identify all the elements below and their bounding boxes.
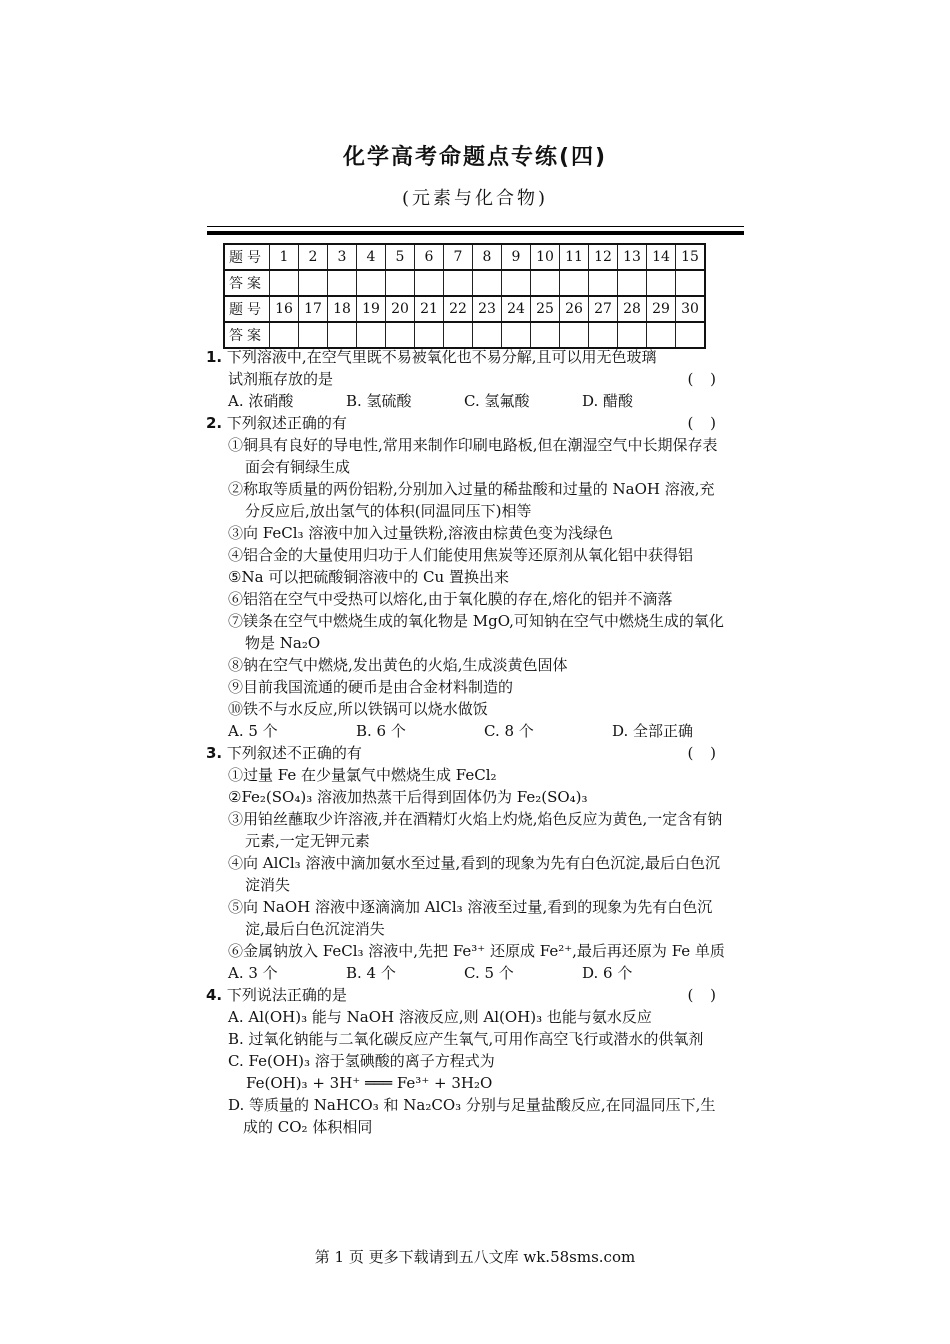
- option-a[interactable]: A. 3 个: [228, 964, 278, 982]
- grid-row-answers-1: [224, 270, 705, 296]
- question-1-stem-cont: [206, 368, 726, 390]
- option-b[interactable]: B. 过氧化钠能与二氧化碳反应产生氧气,可用作高空飞行或潜水的供氧剂: [228, 1030, 704, 1048]
- page-subtitle: (元素与化合物): [401, 188, 549, 209]
- question-text: 下列叙述正确的有: [226, 414, 347, 432]
- page-footer: 第 1 页 更多下载请到五八文库 wk.58sms.com: [314, 1248, 636, 1266]
- grid-cell: 23: [473, 296, 502, 322]
- answer-cell[interactable]: [444, 270, 473, 296]
- statement-item: ⑦镁条在空气中燃烧生成的氧化物是 MgO,可知钠在空气中燃烧生成的氧化物是 Na₂O: [228, 612, 724, 652]
- answer-grid: [223, 243, 706, 349]
- option-d[interactable]: D. 6 个: [582, 964, 633, 982]
- statement-item: ①过量 Fe 在少量氯气中燃烧生成 FeCl₂: [228, 766, 497, 784]
- answer-cell[interactable]: [386, 270, 415, 296]
- option-b[interactable]: B. 6 个: [356, 722, 406, 740]
- option-c[interactable]: C. 氢氟酸: [464, 392, 530, 410]
- option-c[interactable]: C. 5 个: [464, 964, 514, 982]
- answer-cell[interactable]: [473, 322, 502, 348]
- divider: [207, 226, 744, 227]
- grid-cell: 26: [560, 296, 589, 322]
- answer-cell[interactable]: [270, 322, 299, 348]
- statement-item: ⑥铝箔在空气中受热可以熔化,由于氧化膜的存在,熔化的铝并不滴落: [228, 590, 673, 608]
- answer-cell[interactable]: [676, 322, 706, 348]
- grid-row-label: 题号: [224, 244, 270, 270]
- answer-cell[interactable]: [589, 322, 618, 348]
- answer-cell[interactable]: [357, 322, 386, 348]
- question-number: 3.: [206, 744, 223, 762]
- statement-item: ⑥金属钠放入 FeCl₃ 溶液中,先把 Fe³⁺ 还原成 Fe²⁺,最后再还原为 Fe 单质: [228, 942, 725, 960]
- answer-bracket: ( ): [687, 986, 722, 1004]
- grid-cell: 22: [444, 296, 473, 322]
- grid-row-label: 答案: [224, 270, 270, 296]
- grid-cell: 29: [647, 296, 676, 322]
- answer-bracket: ( ): [687, 414, 722, 432]
- option-b[interactable]: B. 4 个: [346, 964, 396, 982]
- answer-cell[interactable]: [589, 270, 618, 296]
- statement-item: ①铜具有良好的导电性,常用来制作印刷电路板,但在潮湿空气中长期保存表面会有铜绿生成: [228, 436, 718, 476]
- option-d[interactable]: D. 醋酸: [582, 392, 634, 410]
- grid-row-label: 答案: [224, 322, 270, 348]
- grid-cell: 30: [676, 296, 706, 322]
- grid-cell: 3: [328, 244, 357, 270]
- grid-cell: 7: [444, 244, 473, 270]
- question-list: [206, 346, 726, 1138]
- statement-item: ②Fe₂(SO₄)₃ 溶液加热蒸干后得到固体仍为 Fe₂(SO₄)₃: [228, 788, 588, 806]
- grid-row-numbers-2: [224, 296, 705, 322]
- grid-cell: 1: [270, 244, 299, 270]
- question-number: 4.: [206, 986, 223, 1004]
- option-a[interactable]: A. 5 个: [228, 722, 278, 740]
- statement-item: ④向 AlCl₃ 溶液中滴加氨水至过量,看到的现象为先有白色沉淀,最后白色沉淀消失: [228, 854, 720, 894]
- answer-cell[interactable]: [647, 270, 676, 296]
- answer-cell[interactable]: [444, 322, 473, 348]
- question-text: 下列溶液中,在空气里既不易被氧化也不易分解,且可以用无色玻璃: [226, 348, 657, 366]
- option-a[interactable]: A. 浓硝酸: [228, 392, 294, 410]
- option-d[interactable]: D. 等质量的 NaHCO₃ 和 Na₂CO₃ 分别与足量盐酸反应,在同温同压下,生成的 CO₂ 体积相同: [228, 1096, 716, 1136]
- grid-row-numbers-1: [224, 244, 705, 270]
- grid-cell: 6: [415, 244, 444, 270]
- grid-cell: 13: [618, 244, 647, 270]
- answer-cell[interactable]: [299, 322, 328, 348]
- grid-cell: 5: [386, 244, 415, 270]
- answer-cell[interactable]: [618, 322, 647, 348]
- answer-cell[interactable]: [473, 270, 502, 296]
- grid-cell: 15: [676, 244, 706, 270]
- grid-cell: 19: [357, 296, 386, 322]
- question-number: 1.: [206, 348, 223, 366]
- answer-cell[interactable]: [357, 270, 386, 296]
- page-title: 化学高考命题点专练(四): [342, 145, 608, 170]
- answer-cell[interactable]: [328, 270, 357, 296]
- grid-cell: 18: [328, 296, 357, 322]
- question-3-options: [206, 962, 726, 984]
- grid-cell: 17: [299, 296, 328, 322]
- grid-cell: 25: [531, 296, 560, 322]
- answer-cell[interactable]: [415, 322, 444, 348]
- answer-cell[interactable]: [560, 270, 589, 296]
- answer-cell[interactable]: [299, 270, 328, 296]
- answer-cell[interactable]: [415, 270, 444, 296]
- grid-cell: 16: [270, 296, 299, 322]
- question-1-stem: [206, 346, 726, 368]
- statement-item: ⑧钠在空气中燃烧,发出黄色的火焰,生成淡黄色固体: [228, 656, 568, 674]
- question-2-options: [206, 720, 726, 742]
- option-c[interactable]: C. Fe(OH)₃ 溶于氢碘酸的离子方程式为: [228, 1052, 495, 1070]
- question-3-stem: [206, 742, 726, 764]
- question-2-stem: [206, 412, 726, 434]
- answer-cell[interactable]: [560, 322, 589, 348]
- grid-row-label: 题号: [224, 296, 270, 322]
- answer-cell[interactable]: [386, 322, 415, 348]
- option-c[interactable]: C. 8 个: [484, 722, 534, 740]
- statement-item: ⑨目前我国流通的硬币是由合金材料制造的: [228, 678, 514, 696]
- statement-item: ⑩铁不与水反应,所以铁锅可以烧水做饭: [228, 700, 488, 718]
- answer-cell[interactable]: [502, 270, 531, 296]
- answer-cell[interactable]: [270, 270, 299, 296]
- grid-cell: 9: [502, 244, 531, 270]
- statement-item: ⑤向 NaOH 溶液中逐滴滴加 AlCl₃ 溶液至过量,看到的现象为先有白色沉淀,最后白色沉淀消失: [228, 898, 713, 938]
- answer-cell[interactable]: [328, 322, 357, 348]
- statement-item: ②称取等质量的两份铝粉,分别加入过量的稀盐酸和过量的 NaOH 溶液,充分反应后,放出氢气的体积(同温同压下)相等: [228, 480, 715, 520]
- statement-item: ③向 FeCl₃ 溶液中加入过量铁粉,溶液由棕黄色变为浅绿色: [228, 524, 614, 542]
- answer-cell[interactable]: [531, 322, 560, 348]
- answer-cell[interactable]: [502, 322, 531, 348]
- question-text: 下列叙述不正确的有: [226, 744, 362, 762]
- question-text: 试剂瓶存放的是: [228, 370, 334, 388]
- question-1-options: [206, 390, 726, 412]
- grid-cell: 27: [589, 296, 618, 322]
- question-text: 下列说法正确的是: [226, 986, 347, 1004]
- answer-bracket: ( ): [687, 370, 722, 388]
- option-d[interactable]: D. 全部正确: [612, 722, 694, 740]
- grid-cell: 14: [647, 244, 676, 270]
- grid-cell: 11: [560, 244, 589, 270]
- grid-cell: 28: [618, 296, 647, 322]
- answer-cell[interactable]: [676, 270, 706, 296]
- answer-cell[interactable]: [531, 270, 560, 296]
- statement-item: ③用铂丝蘸取少许溶液,并在酒精灯火焰上灼烧,焰色反应为黄色,一定含有钠元素,一定无钾元素: [228, 810, 723, 850]
- answer-cell[interactable]: [618, 270, 647, 296]
- grid-row-answers-2: [224, 322, 705, 348]
- chemical-equation: Fe(OH)₃ + 3H⁺ ═══ Fe³⁺ + 3H₂O: [246, 1074, 493, 1092]
- grid-cell: 4: [357, 244, 386, 270]
- question-number: 2.: [206, 414, 223, 432]
- statement-item: ④铝合金的大量使用归功于人们能使用焦炭等还原剂从氧化铝中获得铝: [228, 546, 694, 564]
- grid-cell: 10: [531, 244, 560, 270]
- question-4-stem: [206, 984, 726, 1006]
- option-b[interactable]: B. 氢硫酸: [346, 392, 412, 410]
- answer-bracket: ( ): [687, 744, 722, 762]
- statement-item: ⑤Na 可以把硫酸铜溶液中的 Cu 置换出来: [228, 568, 509, 586]
- answer-cell[interactable]: [647, 322, 676, 348]
- grid-cell: 8: [473, 244, 502, 270]
- grid-cell: 2: [299, 244, 328, 270]
- grid-cell: 24: [502, 296, 531, 322]
- grid-cell: 20: [386, 296, 415, 322]
- divider-thick: [207, 231, 744, 235]
- option-a[interactable]: A. Al(OH)₃ 能与 NaOH 溶液反应,则 Al(OH)₃ 也能与氨水反应: [228, 1008, 652, 1026]
- grid-cell: 12: [589, 244, 618, 270]
- grid-cell: 21: [415, 296, 444, 322]
